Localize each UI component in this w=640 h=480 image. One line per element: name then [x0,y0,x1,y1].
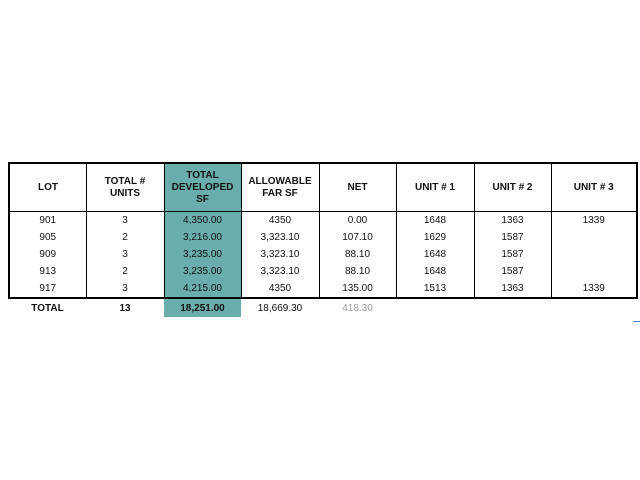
unit-2-cell: 1587 [474,229,551,246]
allowable-far-sf-cell: 3,323.10 [241,246,319,263]
developed-sf-cell: 3,235.00 [164,263,241,280]
units-cell: 2 [86,229,164,246]
unit-3-cell: 1339 [551,212,637,230]
units-cell: 2 [86,263,164,280]
total-row [9,298,637,317]
unit-1-cell: 1648 [396,246,474,263]
lot-cell: 905 [9,229,86,246]
allowable-far-sf-cell: 3,323.10 [241,229,319,246]
header-allowable-far-sf: ALLOWABLE FAR SF [241,163,319,212]
unit-3-cell [551,263,637,280]
lot-cell: 901 [9,212,86,230]
table-row [9,280,637,298]
total-label: TOTAL [31,302,64,314]
header-net: NET [319,163,396,212]
developed-sf-cell: 3,235.00 [164,246,241,263]
unit-3-cell [551,246,637,263]
header-total-developed-sf: TOTAL DEVELOPED SF [164,163,241,212]
developed-sf-cell: 3,216.00 [164,229,241,246]
units-cell: 3 [86,212,164,230]
lot-summary-table-wrap [8,162,636,317]
allowable-far-sf-cell: 4350 [241,212,319,230]
net-cell: 135.00 [319,280,396,298]
total-empty-cell [551,298,637,317]
unit-3-cell [551,229,637,246]
net-cell: 88.10 [319,246,396,263]
unit-1-cell: 1513 [396,280,474,298]
developed-sf-cell: 4,215.00 [164,280,241,298]
header-lot: LOT [9,163,86,212]
allowable-far-sf-cell: 4350 [241,280,319,298]
table-row [9,229,637,246]
lot-cell: 913 [9,263,86,280]
lot-cell: 917 [9,280,86,298]
header-unit-3: UNIT # 3 [551,163,637,212]
total-net: 418.30 [342,302,373,314]
net-cell: 88.10 [319,263,396,280]
header-unit-2: UNIT # 2 [474,163,551,212]
total-empty-cell [396,298,474,317]
net-cell: 0.00 [319,212,396,230]
header-total-units: TOTAL # UNITS [86,163,164,212]
total-allowable-far-sf: 18,669.30 [257,302,303,314]
unit-2-cell: 1587 [474,263,551,280]
total-units: 13 [119,302,131,314]
allowable-far-sf-cell: 3,323.10 [241,263,319,280]
developed-sf-cell: 4,350.00 [164,212,241,230]
unit-2-cell: 1363 [474,212,551,230]
unit-1-cell: 1648 [396,212,474,230]
table-row [9,246,637,263]
lot-cell: 909 [9,246,86,263]
unit-1-cell: 1648 [396,263,474,280]
units-cell: 3 [86,280,164,298]
unit-1-cell: 1629 [396,229,474,246]
header-row [9,163,637,212]
edge-line-mark [633,321,640,322]
table-row [9,212,637,230]
unit-2-cell: 1587 [474,246,551,263]
unit-2-cell: 1363 [474,280,551,298]
unit-3-cell: 1339 [551,280,637,298]
total-developed-sf: 18,251.00 [164,298,241,317]
table-row [9,263,637,280]
lot-summary-table [8,162,638,317]
units-cell: 3 [86,246,164,263]
total-empty-cell [474,298,551,317]
header-unit-1: UNIT # 1 [396,163,474,212]
net-cell: 107.10 [319,229,396,246]
